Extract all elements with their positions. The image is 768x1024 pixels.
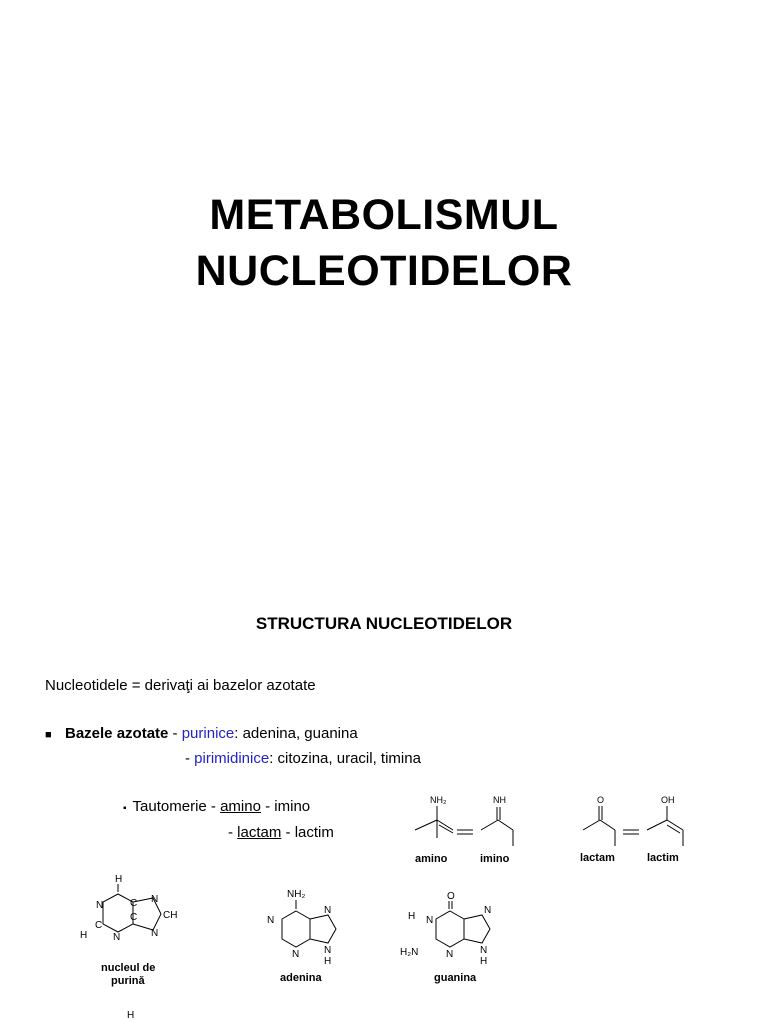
purine-list: : adenina, guanina: [234, 725, 358, 742]
guanine-h2n: H₂N: [400, 947, 419, 958]
imino-group-label: NH: [493, 795, 506, 805]
amino-group-label: NH₂: [430, 795, 447, 805]
bullet-square: ■: [45, 729, 52, 741]
title-line-2: NUCLEOTIDELOR: [195, 247, 573, 295]
lactim-caption: lactim: [647, 852, 679, 864]
amino-term: amino: [220, 798, 261, 815]
imino-caption: imino: [480, 853, 510, 865]
guanine-h9: H: [480, 956, 488, 967]
bases-dash: -: [168, 725, 182, 742]
title-line-1: METABOLISMUL: [209, 191, 559, 239]
purine-caption-2: purină: [111, 975, 145, 987]
lactim-term: - lactim: [281, 824, 334, 841]
purine-h-top: H: [115, 874, 123, 885]
purine-h-left: H: [80, 930, 88, 941]
lactam-lactim-figure: [575, 790, 695, 870]
guanine-n7: N: [484, 905, 492, 916]
pyrimidine-dash: -: [185, 750, 195, 767]
bases-label: Bazele azotate: [65, 725, 169, 742]
guanine-n1: N: [426, 915, 434, 926]
amino-imino-figure: [405, 790, 525, 870]
tautomerism-line-2: [228, 824, 334, 841]
tautomerism-line-1: [123, 798, 310, 815]
adenine-n9: N: [324, 945, 332, 956]
bases-line-purine: [45, 725, 358, 742]
adenine-n7: N: [324, 905, 332, 916]
purine-c2: C: [95, 920, 103, 931]
partial-h-label: H: [127, 1010, 135, 1021]
pyrimidine-term: pirimidinice: [194, 750, 270, 767]
amino-caption: amino: [415, 853, 448, 865]
guanine-caption: guanina: [434, 972, 477, 984]
lactam-term: lactam: [237, 824, 282, 841]
purine-c5: C: [130, 898, 138, 909]
bullet-small: ▪: [123, 803, 127, 814]
lactam-group-label: O: [597, 795, 605, 805]
lactam-dash: -: [228, 824, 238, 841]
guanine-h1: H: [408, 911, 416, 922]
guanine-n9: N: [480, 945, 488, 956]
lactim-group-label: OH: [661, 795, 675, 805]
purine-c4: C: [130, 912, 138, 923]
tautomerism-label: Tautomerie -: [132, 798, 221, 815]
purine-n3: N: [113, 932, 121, 943]
lactam-caption: lactam: [580, 852, 615, 864]
adenine-figure: [262, 885, 352, 990]
guanine-n3: N: [446, 949, 454, 960]
adenine-n1: N: [267, 915, 275, 926]
purine-nucleus-figure: [75, 870, 195, 990]
purine-n9: N: [151, 928, 159, 939]
imino-term: - imino: [260, 798, 311, 815]
section-subtitle: STRUCTURA NUCLEOTIDELOR: [255, 614, 513, 633]
purine-term: purinice: [181, 725, 235, 742]
adenine-h9: H: [324, 956, 332, 967]
intro-text: Nucleotidele = derivaţi ai bazelor azotate: [45, 677, 316, 694]
adenine-nh2: NH₂: [287, 889, 306, 900]
adenine-n3: N: [292, 949, 300, 960]
guanine-o: O: [447, 891, 455, 902]
pyrimidine-list: : citozina, uracil, timina: [269, 750, 421, 767]
purine-ch8: CH: [163, 910, 178, 921]
purine-n7: N: [151, 894, 159, 905]
adenine-caption: adenina: [280, 972, 322, 984]
bases-line-pyrimidine: [185, 750, 421, 767]
page-title: [0, 187, 768, 299]
guanine-figure: [400, 885, 510, 990]
purine-caption-1: nucleul de: [101, 962, 156, 974]
purine-n1: N: [96, 900, 104, 911]
